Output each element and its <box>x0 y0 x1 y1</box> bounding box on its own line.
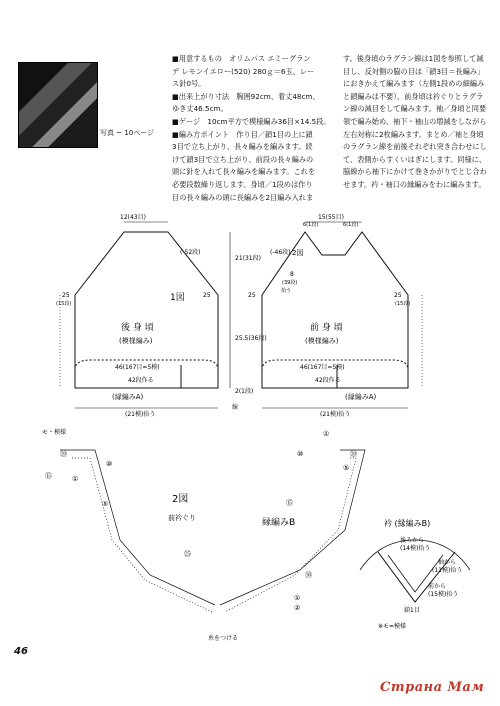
instr-line: けて鎖3目で立ち上がり、前段の長々編みの <box>172 154 314 164</box>
back-rows: (-52段) <box>180 249 201 256</box>
front-rows: (-46段) <box>270 249 291 256</box>
back-label: 後 身 頃 <box>121 323 154 333</box>
fig2-subtitle: 前衿ぐり <box>168 514 196 522</box>
fig3-bottom: 鎖1目 <box>404 607 420 614</box>
instr-line: ゆき丈46.5cm。 <box>172 104 228 114</box>
fig3-ann4: (11模)拾う <box>432 567 463 574</box>
chart-left-edge <box>60 450 215 605</box>
instr-line: ■出来上がり寸法 胸囲92cm、着丈48cm、 <box>172 91 320 101</box>
front-label-8: 8 <box>290 271 294 278</box>
fig3-ann2: (14模)拾う <box>400 545 431 552</box>
instr-line: ス針0号。 <box>172 79 206 89</box>
raglan-ref: 2図 <box>292 249 304 257</box>
instr-line: 脇線から袖下にかけて巻きかがりでとじ合わ <box>343 167 487 177</box>
fig2-bottom: 糸をつける <box>208 635 239 642</box>
back-side-25: 25 <box>62 292 70 299</box>
front-v1: 6(1段) <box>303 222 319 228</box>
back-start: 42段作る <box>128 377 154 384</box>
marker-mid-3: ② <box>294 604 301 612</box>
back-top-width: 12(43目) <box>120 214 146 221</box>
front-sub: (模様編み) <box>305 337 339 345</box>
back-side-25-r: 25 <box>203 292 211 299</box>
v-dim-25: 25.5(36段) <box>235 335 267 342</box>
fig2-top-left: モ・模様 <box>42 429 67 436</box>
v-dim-2: 2(1段) <box>235 388 254 395</box>
marker-left-0: ⑳ <box>60 450 67 458</box>
instr-line: 3目で立ち上がり、長々編みを編みます。続 <box>172 142 313 152</box>
back-width: 46(167目=5模) <box>115 364 160 371</box>
fig3-ann6: (15模)拾う <box>428 591 459 598</box>
marker-left-1: ⑮ <box>45 472 52 480</box>
v-dim-21: 21(31段) <box>235 255 261 262</box>
instr-line: 必要段数繰り返します。身頃／1段めは作り <box>172 179 313 189</box>
back-side-rows: (15段) <box>56 301 72 307</box>
marker-right-4: ⑳ <box>350 450 357 458</box>
front-edge: (縁編みA) <box>345 393 377 401</box>
marker-right-3: ⑮ <box>286 499 293 507</box>
fig3-ann5: 前から <box>428 583 447 590</box>
fig3-title: 衿 (縁編みB) <box>384 519 431 528</box>
fig2-title: 2図 <box>172 494 189 505</box>
front-label-kake: 拾う <box>281 288 292 294</box>
instr-line: ■用意するもの オリムパス エミーグラン <box>172 54 311 63</box>
front-label-mid: (39段) <box>282 280 298 286</box>
instr-line: 頭に針を入れて長々編みを編みます。これを <box>172 167 316 177</box>
page-number: 46 <box>14 646 28 657</box>
marker-left-4: ① <box>72 475 79 483</box>
chart-right-stitches <box>225 458 356 612</box>
fig3-ann1: 後ろから <box>400 537 425 544</box>
back-edge: (縁編みA) <box>112 393 144 401</box>
front-label: 前 身 頃 <box>310 323 343 333</box>
fig2-edge-b: 縁編みB <box>262 518 296 528</box>
instr-line: ■ゲージ 10cm平方で模様編み36目×14.5段。 <box>172 116 331 126</box>
front-v2: 6(1段) <box>343 222 359 228</box>
instr-line: す。後身頃のラグラン線は1図を参照して減 <box>343 54 484 63</box>
marker-right-2: ⑩ <box>297 450 304 458</box>
marker-mid-2: ① <box>294 594 301 602</box>
marker-left-2: ⑩ <box>106 460 113 468</box>
front-side-25-r: 25 <box>394 292 402 299</box>
instr-line: のラグラン線を前後それぞれ突き合わせにし <box>343 142 487 152</box>
marker: 線 <box>232 404 239 411</box>
site-watermark: Страна Мам <box>380 680 485 695</box>
marker-left-3: ⑤ <box>102 500 109 508</box>
marker-mid-1: ㉚ <box>305 571 312 579</box>
fig3-note: ※モ=模様 <box>378 623 407 630</box>
instr-line: と鎖編みは不要）。前身頃は衿ぐりとラグラ <box>343 91 484 101</box>
front-top-width: 15(55目) <box>318 214 344 221</box>
instr-line: 目し、反対側の脇の目は「鎖3目＝長編み」 <box>343 66 485 76</box>
fig3-ann3: 袖から <box>438 559 457 566</box>
photo-caption: 写真 ~ 10ページ <box>100 129 155 137</box>
instr-line: ン線の減目をして編みます。袖／身頃と同要 <box>343 104 487 114</box>
instr-line: せます。衿・袖口の縁編みをわに編みます。 <box>343 179 486 189</box>
instr-line: ■編み方ポイント 作り目／鎖1目の上に鎖 <box>172 129 313 139</box>
chart-left-stitches <box>72 458 212 612</box>
back-sub: (模様編み) <box>119 337 153 345</box>
front-width: 46(167目=5模) <box>300 364 345 371</box>
instr-line: て、表側からすくいはぎにします。同様に、 <box>343 154 487 164</box>
instr-line: 左右対称に2枚編みます。まとめ／袖と身頃 <box>343 129 484 139</box>
front-start: 42段作る <box>315 377 341 384</box>
marker-right-1: ⑤ <box>343 464 350 472</box>
marker-right-0: ① <box>323 430 330 438</box>
front-side-rows: (15段) <box>395 301 411 307</box>
marker-mid-0: ㉕ <box>184 550 191 558</box>
back-chain: (21模)拾う <box>125 411 156 418</box>
instr-line: デ レモンイエロー(520) 280ｇ＝6玉、レー <box>172 66 315 76</box>
fig1-title: 1図 <box>170 293 185 303</box>
front-side-25: 25 <box>248 292 256 299</box>
instr-line: におきかえて編みます（左側1段めの細編み <box>343 79 485 89</box>
figure-2-chart <box>60 450 365 612</box>
front-chain: (21模)拾う <box>320 411 351 418</box>
instr-line: 目の長々編みの頭に長編みを2目編み入れま <box>172 192 314 202</box>
instr-line: 領で編み始め、袖下・袖山の増減をしながら <box>343 116 487 126</box>
